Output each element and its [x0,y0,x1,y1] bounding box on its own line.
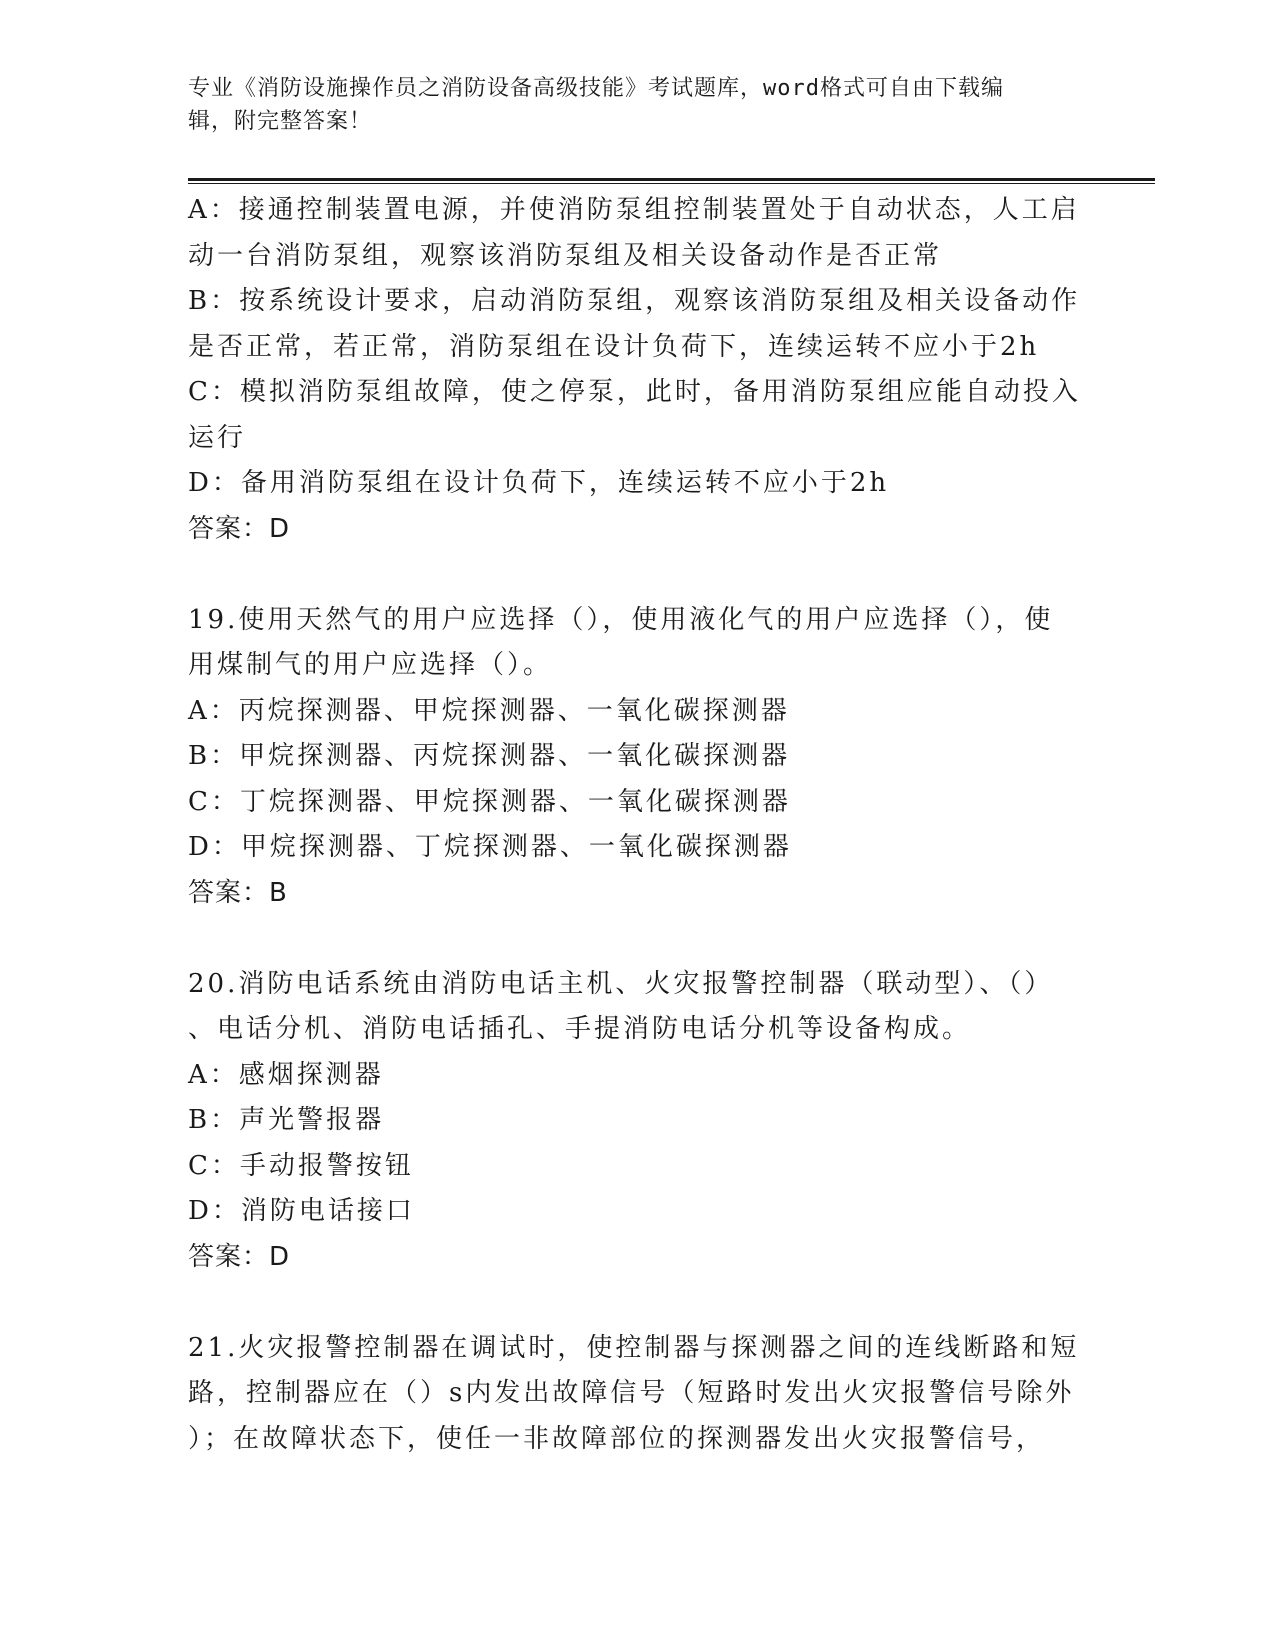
question-21-block [188,1326,1088,1463]
question-20-block [188,962,1088,1281]
q20-answer: 答案：D [188,1241,291,1272]
q20-stem-line-2: 、电话分机、消防电话插孔、手提消防电话分机等设备构成。 [188,1014,972,1044]
q19-option-d: D：甲烷探测器、丁烷探测器、一氧化碳探测器 [188,832,792,862]
q18-option-b-line-1: B：按系统设计要求，启动消防泵组，观察该消防泵组及相关设备动作 [188,286,1081,316]
q20-option-c: C：手动报警按钮 [188,1150,414,1181]
q19-option-c: C：丁烷探测器、甲烷探测器、一氧化碳探测器 [188,786,791,817]
header-rule-thick [188,178,1155,181]
q18-option-d: D：备用消防泵组在设计负荷下，连续运转不应小于2h [188,468,890,498]
q20-stem-line-1: 20.消防电话系统由消防电话主机、火灾报警控制器（联动型）、（） [188,968,1054,999]
q19-answer: 答案：B [188,877,288,908]
q18-option-c-line-2: 运行 [188,422,247,453]
q19-stem-line-2: 用煤制气的用户应选择（）。 [188,650,553,680]
q21-stem-line-3: ）；在故障状态下，使任一非故障部位的探测器发出火灾报警信号， [188,1423,1046,1454]
q18-option-a-line-2: 动一台消防泵组，观察该消防泵组及相关设备动作是否正常 [188,240,943,271]
q18-answer: 答案：D [188,513,291,544]
header-rule-thin [188,183,1155,184]
header-line-1: 专业《消防设施操作员之消防设备高级技能》考试题库，word格式可自由下载编 [188,76,1004,101]
q20-option-a: A：感烟探测器 [188,1059,384,1090]
q19-stem-line-1: 19.使用天然气的用户应选择（），使用液化气的用户应选择（），使 [188,604,1054,635]
spacer [188,1280,1088,1326]
document-header [188,72,1068,138]
q18-option-a-line-1: A：接通控制装置电源，并使消防泵组控制装置处于自动状态，人工启 [188,195,1080,225]
q20-option-b: B：声光警报器 [188,1105,385,1135]
q18-option-c-line-1: C：模拟消防泵组故障，使之停泵，此时，备用消防泵组应能自动投入 [188,377,1081,407]
question-18-block [188,188,1088,552]
q19-option-b: B：甲烷探测器、丙烷探测器、一氧化碳探测器 [188,741,791,771]
spacer [188,916,1088,962]
q19-option-a: A：丙烷探测器、甲烷探测器、一氧化碳探测器 [188,695,790,726]
question-19-block [188,598,1088,917]
header-line-2: 辑，附完整答案！ [188,109,373,134]
question-content [188,188,1088,1462]
q21-stem-line-2: 路，控制器应在（）s内发出故障信号（短路时发出火灾报警信号除外 [188,1378,1075,1408]
q21-stem-line-1: 21.火灾报警控制器在调试时，使控制器与探测器之间的连线断路和短 [188,1332,1080,1363]
q18-option-b-line-2: 是否正常，若正常，消防泵组在设计负荷下，连续运转不应小于2h [188,331,1040,362]
q20-option-d: D：消防电话接口 [188,1196,415,1226]
spacer [188,552,1088,598]
